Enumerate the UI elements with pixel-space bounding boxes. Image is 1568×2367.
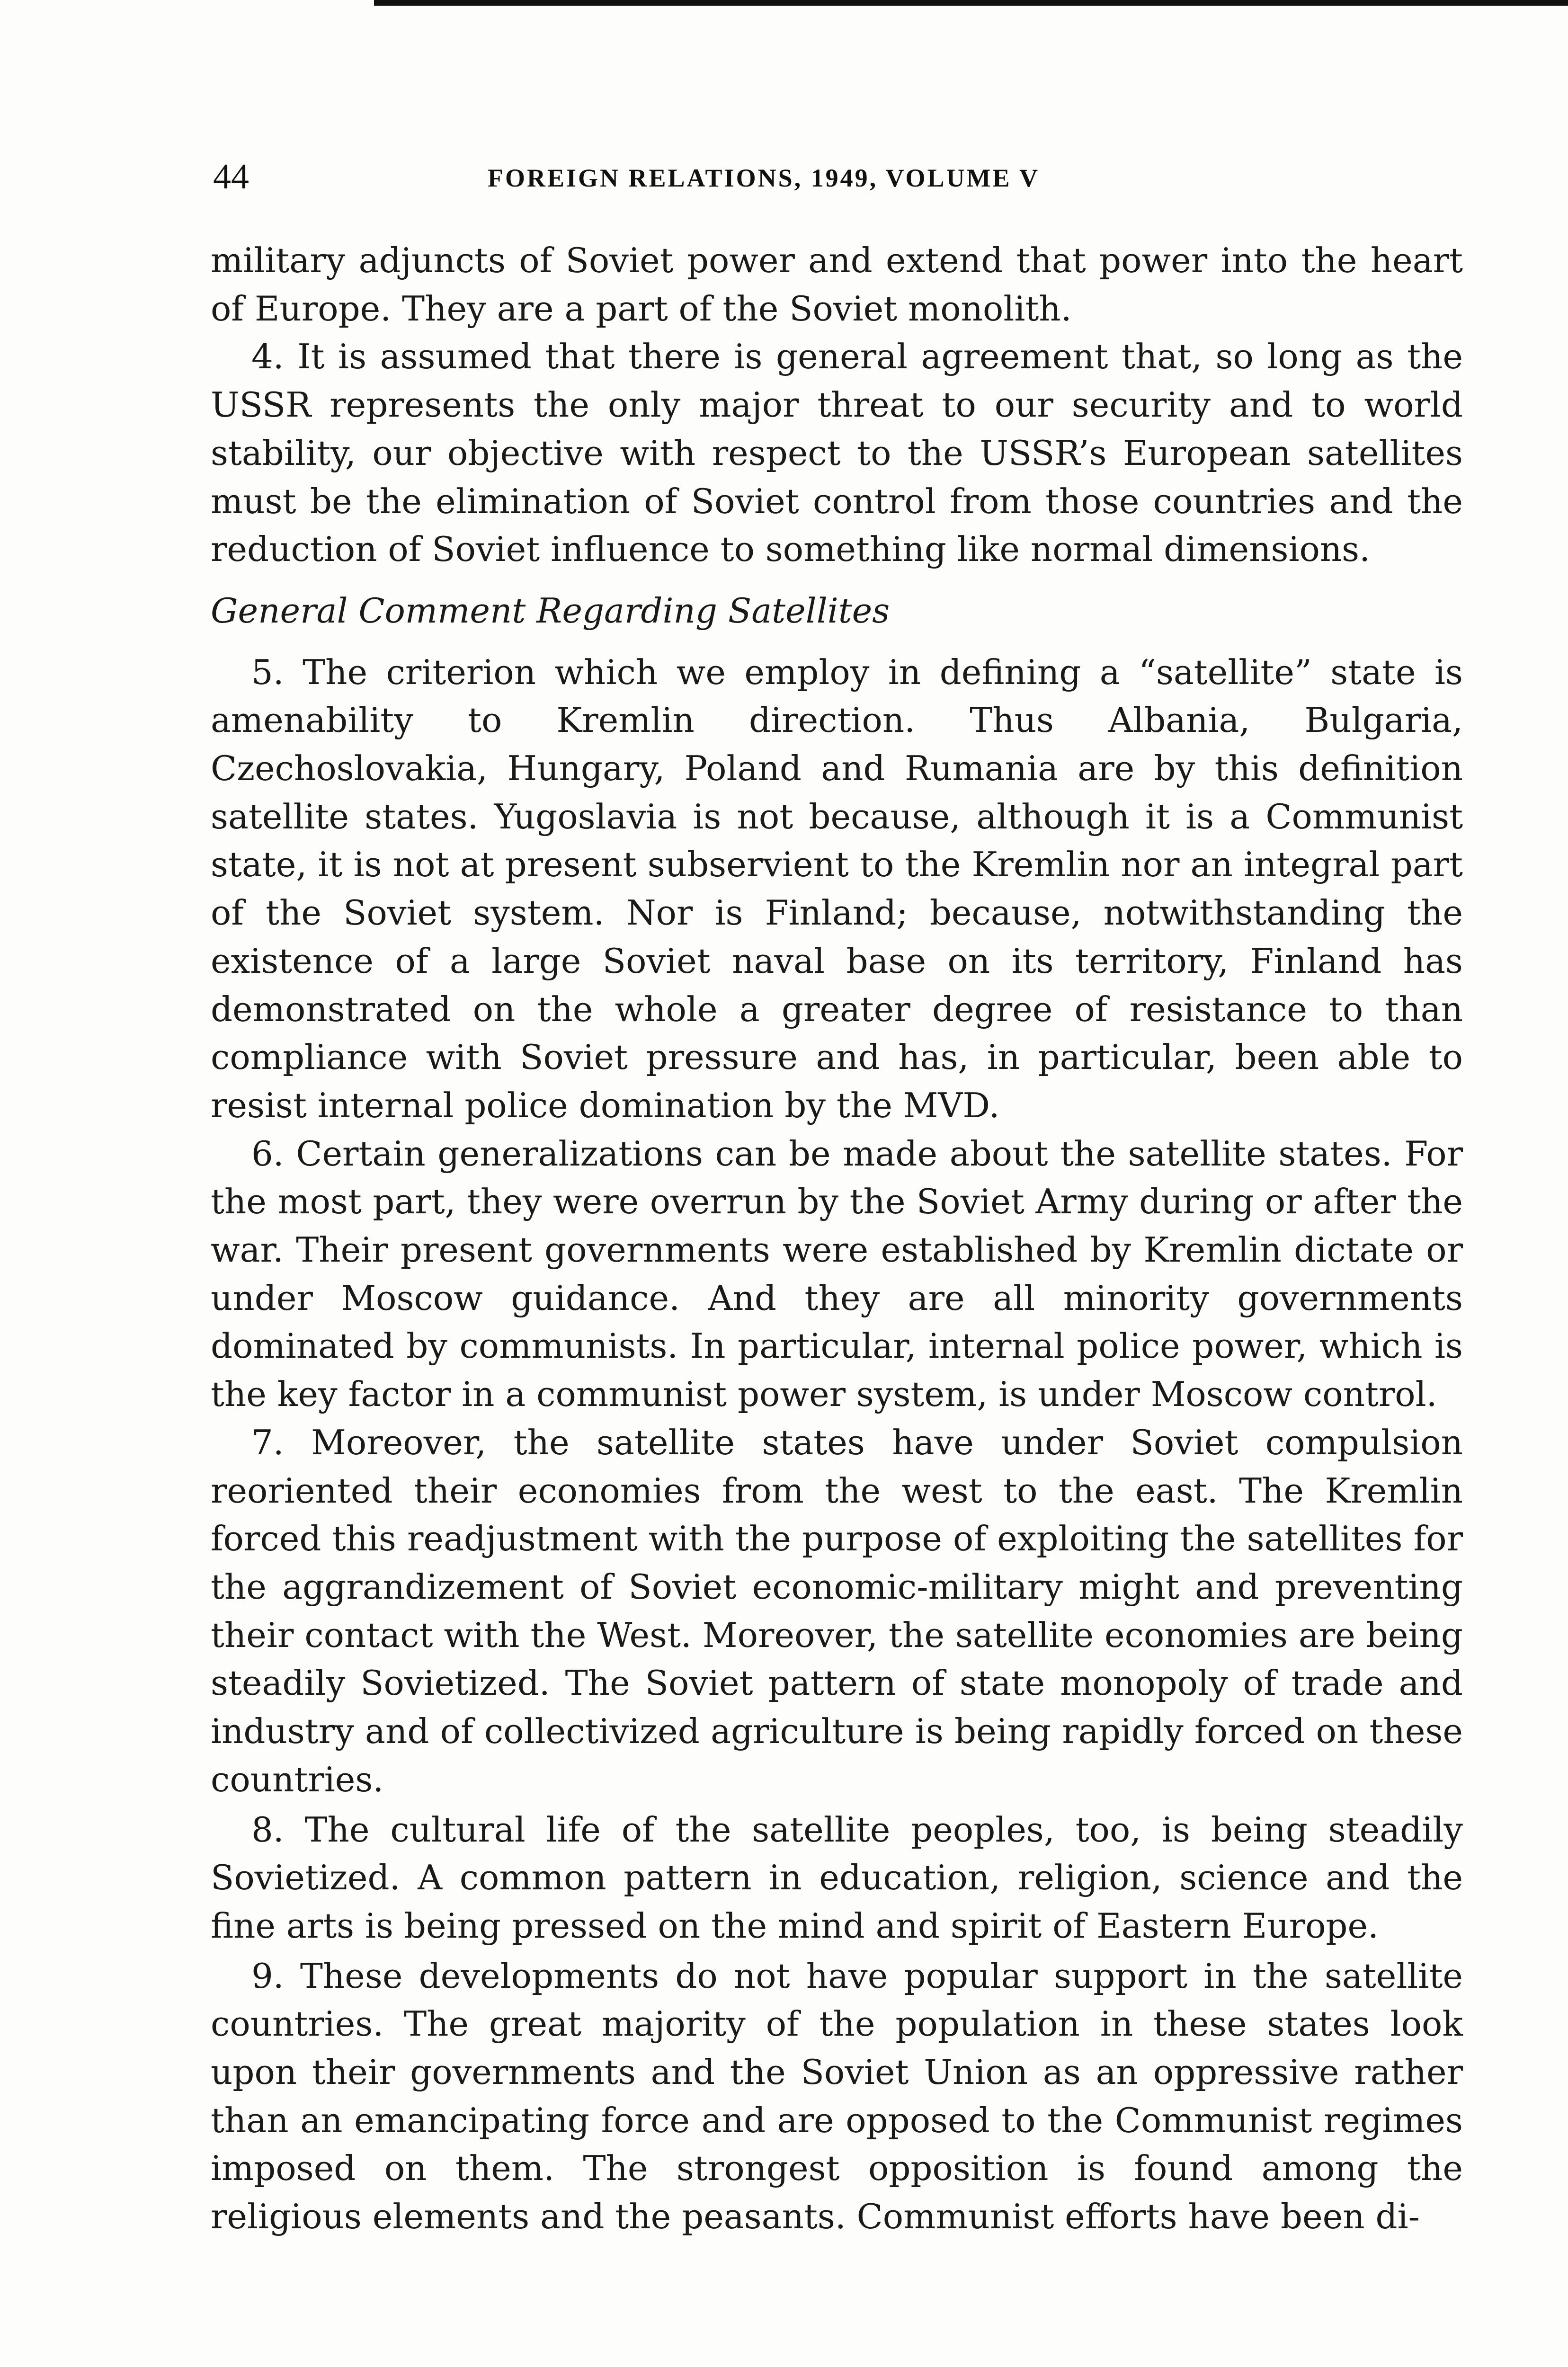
- paragraph-5: 5. The criterion which we employ in defining a “satellite” state is amenability to Kremlin direction. Thus Albania, Bulgaria, Czechoslovakia, Hungary, Poland and Rumania are by this definition satellite states. Yugoslavia is not because, although it is a Communist state, it is not at present subservient to the Kremlin nor an integral part of the Soviet system. Nor is Finland; because, notwithstanding the existence of a large Soviet naval base on its territory, Finland has demonstrated on the whole a greater degree of resistance to than compliance with Soviet pressure and has, in particular, been able to resist internal police domination by the MVD.: [211, 652, 1463, 1125]
- paragraph-7: 7. Moreover, the satellite states have under Soviet compulsion reoriented their economies from the west to the east. The Kremlin forced this readjustment with the purpose of exploiting the satellites for the aggrandizement of Soviet economic-military might and preventing their contact with the West. Moreover, the satellite economies are being steadily Sovietized. The Soviet pattern of state monopoly of trade and industry and of collectivized agriculture is being rapidly forced on these countries.: [211, 1422, 1463, 1799]
- paragraph-6: 6. Certain generalizations can be made about the satellite states. For the most part, they were overrun by the Soviet Army during or after the war. Their present governments were established by Kremlin dictate or under Moscow guidance. And they are all minority governments dominated by communists. In particular, internal police power, which is the key factor in a communist power system, is under Moscow control.: [211, 1133, 1463, 1415]
- paragraph-8: 8. The cultural life of the satellite peoples, too, is being steadily Sovietized. A common pattern in education, religion, science and the fine arts is being pressed on the mind and spirit of Eastern Europe.: [211, 1809, 1463, 1946]
- page-number: 44: [213, 157, 249, 196]
- section-heading: General Comment Regarding Satellites: [211, 590, 890, 631]
- running-head: FOREIGN RELATIONS, 1949, VOLUME V: [488, 164, 1040, 192]
- paragraph-4: 4. It is assumed that there is general agreement that, so long as the USSR represents the only major threat to our security and to world stability, our objective with respect to the USSR’s European satellites must be the elimination of Soviet control from those countries and the reduction of Soviet influence to something like normal dimensions.: [211, 337, 1463, 570]
- top-edge-rule: [374, 0, 1568, 6]
- paragraph-continuation: military adjuncts of Soviet power and extend that power into the heart of Europe. They are a part of the Soviet monolith.: [211, 240, 1463, 329]
- page-header: [213, 151, 1463, 203]
- paragraph-9: 9. These developments do not have popular support in the satellite countries. The great majority of the population in these states look upon their governments and the Soviet Union as an oppressive rather than an emancipating force and are opposed to the Communist regimes imposed on them. The strongest opposition is found among the religious elements and the peasants. Communist efforts have been di-: [211, 1956, 1463, 2237]
- body-text: [211, 237, 1463, 2241]
